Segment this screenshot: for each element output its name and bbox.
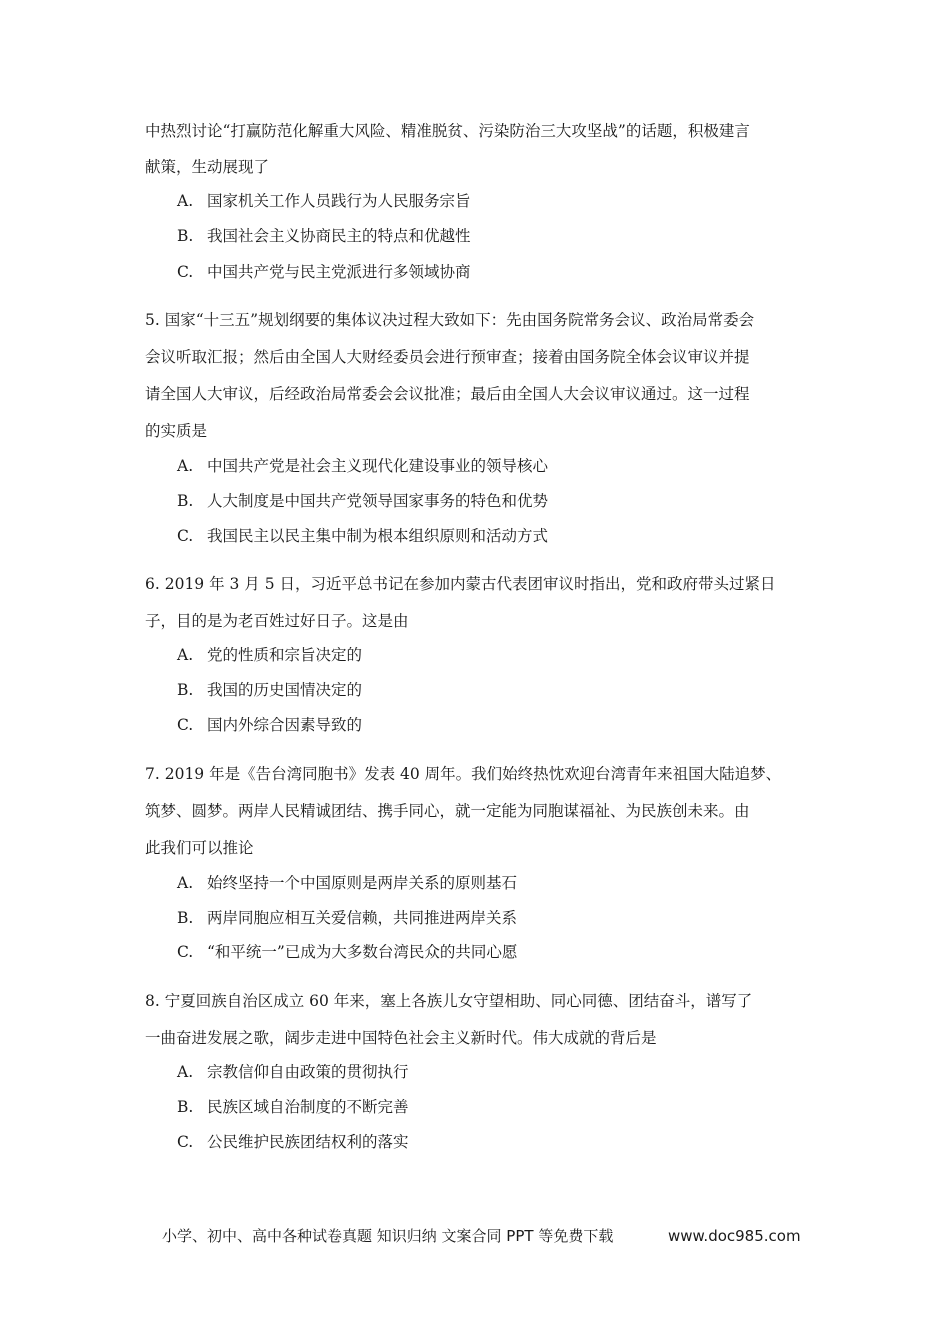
- q7-option-a: [177, 873, 517, 893]
- option-text: 宗教信仰自由政策的贯彻执行: [207, 1063, 409, 1081]
- option-text: 公民维护民族团结权利的落实: [207, 1133, 409, 1151]
- option-letter: C.: [177, 1133, 194, 1151]
- option-letter: B.: [177, 227, 194, 245]
- q7-stem-line-3: 此我们可以推论: [145, 839, 254, 857]
- option-text: 我国社会主义协商民主的特点和优越性: [207, 227, 471, 245]
- q7-option-b: [177, 908, 517, 928]
- q4-stem-line-2: 献策，生动展现了: [145, 158, 270, 176]
- q7-option-c: [177, 942, 517, 962]
- option-letter: A.: [177, 874, 194, 892]
- q8-option-a: [177, 1062, 409, 1082]
- q4-option-c: [177, 262, 471, 282]
- q7-stem-line-1: 7. 2019 年是《告台湾同胞书》发表 40 周年。我们始终热忱欢迎台湾青年来祖国大陆追梦、: [145, 765, 782, 783]
- option-letter: C.: [177, 263, 194, 281]
- q8-option-c: [177, 1132, 409, 1152]
- q6-option-a: [177, 645, 362, 665]
- option-letter: A.: [177, 457, 194, 475]
- q5-option-b: [177, 491, 548, 511]
- option-letter: B.: [177, 492, 194, 510]
- option-letter: A.: [177, 1063, 194, 1081]
- q6-option-b: [177, 680, 362, 700]
- option-text: 中国共产党与民主党派进行多领域协商: [207, 263, 471, 281]
- option-letter: C.: [177, 716, 194, 734]
- option-letter: C.: [177, 943, 194, 961]
- q4-option-a: [177, 191, 471, 211]
- q6-stem-line-2: 子，目的是为老百姓过好日子。这是由: [145, 612, 409, 630]
- option-letter: A.: [177, 646, 194, 664]
- q8-stem-line-1: 8. 宁夏回族自治区成立 60 年来，塞上各族儿女守望相助、同心同德、团结奋斗，谱写了: [145, 992, 753, 1010]
- q5-stem-line-1: 5. 国家“十三五”规划纲要的集体议决过程大致如下：先由国务院常务会议、政治局常委会: [145, 311, 755, 329]
- q8-option-b: [177, 1097, 409, 1117]
- q4-stem-line-1: 中热烈讨论“打赢防范化解重大风险、精准脱贫、污染防治三大攻坚战”的话题，积极建言: [145, 122, 750, 140]
- option-text: 始终坚持一个中国原则是两岸关系的原则基石: [207, 874, 518, 892]
- option-text: 我国的历史国情决定的: [207, 681, 363, 699]
- footer-website-link[interactable]: www.doc985.com: [668, 1227, 801, 1245]
- q4-option-b: [177, 226, 471, 246]
- q6-stem-line-1: 6. 2019 年 3 月 5 日，习近平总书记在参加内蒙古代表团审议时指出，党和政府带头过紧日: [145, 575, 776, 593]
- q5-stem-line-4: 的实质是: [145, 422, 208, 440]
- option-text: 国内外综合因素导致的: [207, 716, 363, 734]
- q5-stem-line-3: 请全国人大审议，后经政治局常委会会议批准；最后由全国人大会议审议通过。这一过程: [145, 385, 750, 403]
- footer-promo-text: 小学、初中、高中各种试卷真题 知识归纳 文案合同 PPT 等免费下载: [162, 1227, 614, 1245]
- q7-stem-line-2: 筑梦、圆梦。两岸人民精诚团结、携手同心，就一定能为同胞谋福祉、为民族创未来。由: [145, 802, 750, 820]
- option-letter: C.: [177, 527, 194, 545]
- q8-stem-line-2: 一曲奋进发展之歌，阔步走进中国特色社会主义新时代。伟大成就的背后是: [145, 1029, 657, 1047]
- q5-stem-line-2: 会议听取汇报；然后由全国人大财经委员会进行预审查；接着由国务院全体会议审议并提: [145, 348, 750, 366]
- option-text: 中国共产党是社会主义现代化建设事业的领导核心: [207, 457, 549, 475]
- option-text: 我国民主以民主集中制为根本组织原则和活动方式: [207, 527, 549, 545]
- option-text: “和平统一”已成为大多数台湾民众的共同心愿: [207, 943, 518, 961]
- option-letter: B.: [177, 681, 194, 699]
- option-text: 民族区域自治制度的不断完善: [207, 1098, 409, 1116]
- q5-option-c: [177, 526, 548, 546]
- option-text: 党的性质和宗旨决定的: [207, 646, 363, 664]
- option-text: 两岸同胞应相互关爱信赖，共同推进两岸关系: [207, 909, 518, 927]
- q5-option-a: [177, 456, 548, 476]
- option-letter: B.: [177, 909, 194, 927]
- option-text: 国家机关工作人员践行为人民服务宗旨: [207, 192, 471, 210]
- q6-option-c: [177, 715, 362, 735]
- option-text: 人大制度是中国共产党领导国家事务的特色和优势: [207, 492, 549, 510]
- option-letter: A.: [177, 192, 194, 210]
- option-letter: B.: [177, 1098, 194, 1116]
